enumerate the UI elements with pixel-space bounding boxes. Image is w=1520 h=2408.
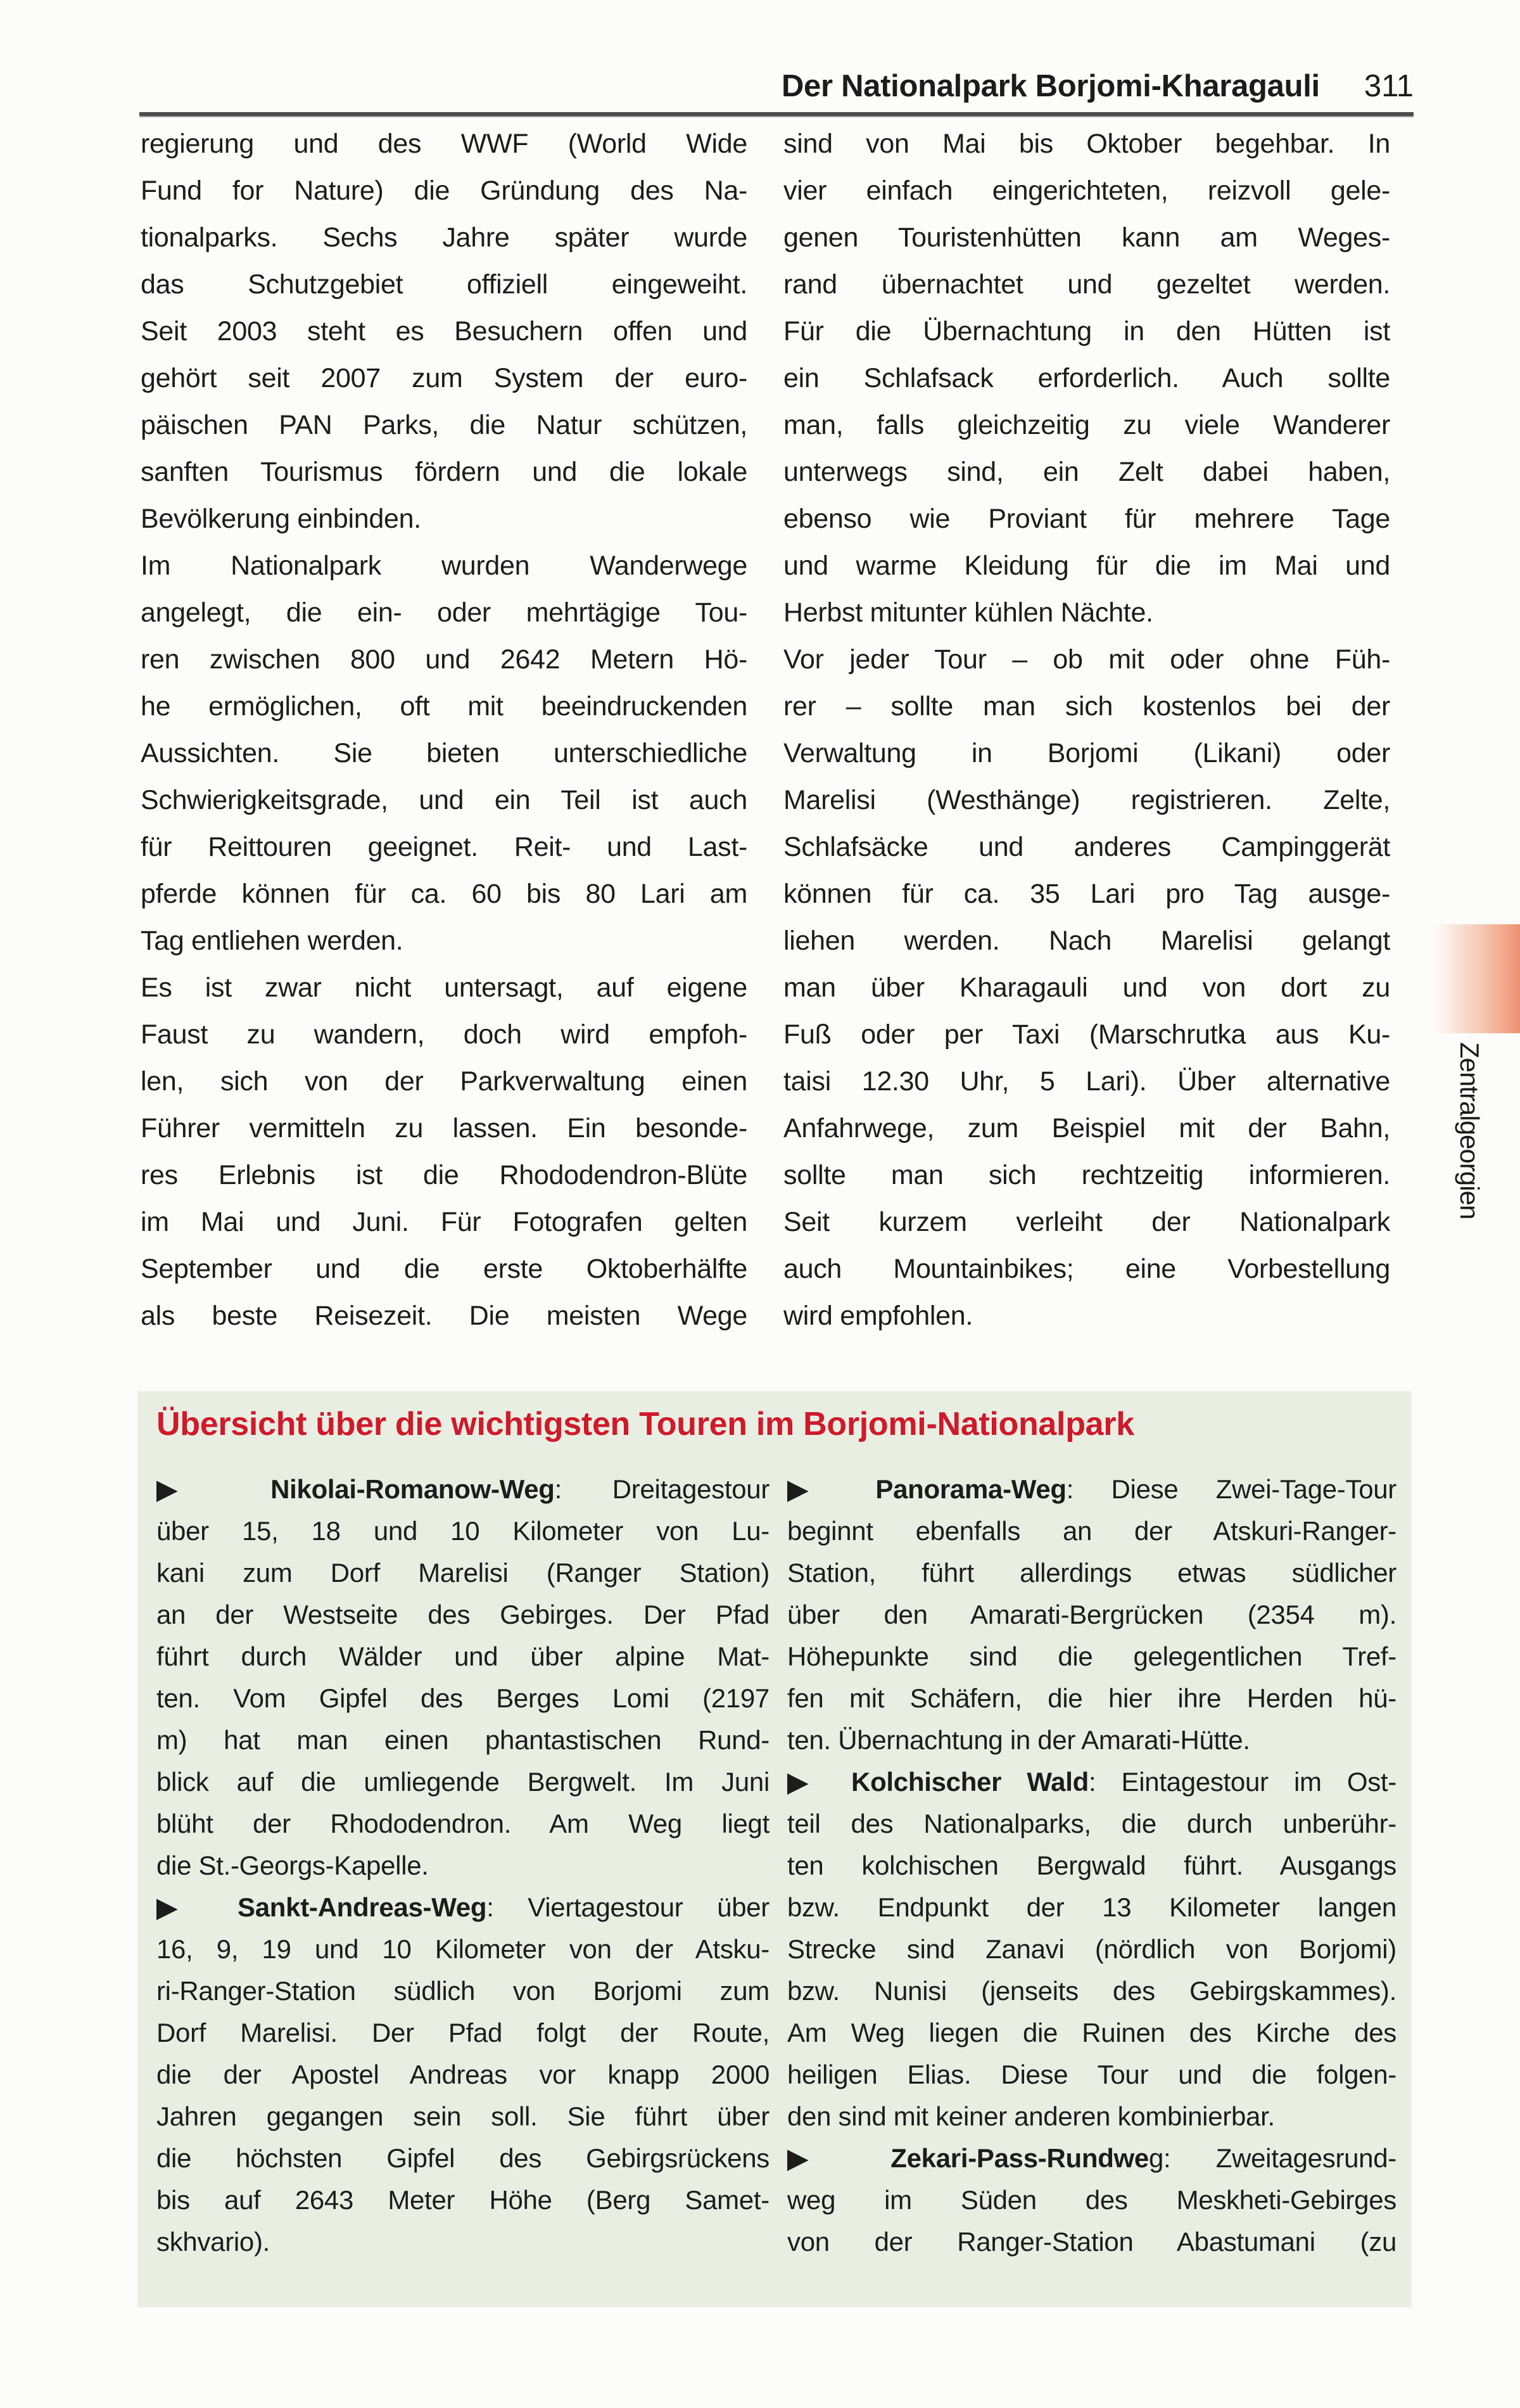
text-line: die St.-Georgs-Kapelle. — [156, 1851, 429, 1880]
body-left-column — [141, 120, 747, 1339]
text-line: regierung und des WWF (World Wide — [141, 129, 747, 159]
text-line: Schlafsäcke und anderes Campinggerät — [783, 832, 1390, 862]
page-number: 311 — [1364, 69, 1414, 103]
text-line: und warme Kleidung für die im Mai und — [783, 551, 1390, 581]
info-box-right-column — [787, 1468, 1396, 2263]
text-line: ▶ Zekari-Pass-Rundweg: Zweitagesrund- — [787, 2143, 1396, 2173]
text-line: päischen PAN Parks, die Natur schützen, — [141, 410, 747, 440]
page-header — [139, 63, 1414, 104]
text-line: ten kolchischen Bergwald führt. Ausgangs — [787, 1851, 1396, 1880]
text-line: den sind mit keiner anderen kombinierbar. — [787, 2101, 1275, 2131]
page-title: Der Nationalpark Borjomi-Kharagauli — [781, 69, 1320, 103]
text-line: sollte man sich rechtzeitig informieren. — [783, 1160, 1390, 1190]
text-line: teil des Nationalparks, die durch unberühr- — [787, 1809, 1396, 1838]
text-line: Vor jeder Tour – ob mit oder ohne Füh- — [783, 644, 1390, 675]
text-line: als beste Reisezeit. Die meisten Wege — [141, 1301, 747, 1331]
text-line: genen Touristenhütten kann am Weges- — [783, 222, 1390, 253]
text-line: von der Ranger-Station Abastumani (zu — [787, 2227, 1396, 2257]
text-line: taisi 12.30 Uhr, 5 Lari). Über alternative — [783, 1066, 1390, 1097]
body-right-column — [783, 120, 1390, 1339]
text-line: 16, 9, 19 und 10 Kilometer von der Atsku- — [156, 1934, 770, 1964]
text-line: weg im Süden des Meskheti-Gebirges — [787, 2185, 1396, 2215]
text-line: Bevölkerung einbinden. — [141, 504, 421, 534]
text-line: Herbst mitunter kühlen Nächte. — [783, 597, 1153, 628]
text-line: bzw. Nunisi (jenseits des Gebirgskammes). — [787, 1976, 1396, 2006]
text-line: ▶ Kolchischer Wald: Eintagestour im Ost- — [787, 1767, 1396, 1797]
text-line: res Erlebnis ist die Rhododendron-Blüte — [141, 1160, 747, 1190]
text-line: rer – sollte man sich kostenlos bei der — [783, 691, 1390, 722]
text-line: Strecke sind Zanavi (nördlich von Borjomi) — [787, 1934, 1396, 1964]
text-line: Im Nationalpark wurden Wanderwege — [141, 551, 747, 581]
text-line: über den Amarati-Bergrücken (2354 m). — [787, 1600, 1396, 1629]
text-line: ten. Übernachtung in der Amarati-Hütte. — [787, 1725, 1250, 1755]
text-line: ▶ Panorama-Weg: Diese Zwei-Tage-Tour — [787, 1474, 1396, 1504]
text-line: liehen werden. Nach Marelisi gelangt — [783, 926, 1390, 956]
region-tab — [1433, 924, 1520, 1033]
region-tab-label: Zentralgeorgien — [1455, 1042, 1485, 1220]
text-line: kani zum Dorf Marelisi (Ranger Station) — [156, 1558, 770, 1588]
text-line: sanften Tourismus fördern und die lokale — [141, 457, 747, 487]
text-line: angelegt, die ein- oder mehrtägige Tou- — [141, 597, 747, 628]
text-line: bis auf 2643 Meter Höhe (Berg Samet- — [156, 2185, 770, 2215]
text-line: Führer vermitteln zu lassen. Ein besonde- — [141, 1113, 747, 1143]
text-line: ▶ Nikolai-Romanow-Weg: Dreitagestour — [156, 1474, 770, 1504]
text-line: Seit 2003 steht es Besuchern offen und — [141, 316, 747, 347]
text-line: man, falls gleichzeitig zu viele Wanderer — [783, 410, 1390, 440]
text-line: Am Weg liegen die Ruinen des Kirche des — [787, 2018, 1396, 2048]
text-line: man über Kharagauli und von dort zu — [783, 972, 1390, 1003]
text-line: tionalparks. Sechs Jahre später wurde — [141, 222, 747, 253]
text-line: ebenso wie Proviant für mehrere Tage — [783, 504, 1390, 534]
text-line: blick auf die umliegende Bergwelt. Im Juni — [156, 1767, 770, 1797]
text-line: ▶ Sankt-Andreas-Weg: Viertagestour über — [156, 1892, 770, 1922]
text-line: Faust zu wandern, doch wird empfoh- — [141, 1019, 747, 1050]
text-line: ri-Ranger-Station südlich von Borjomi zum — [156, 1976, 770, 2006]
text-line: vier einfach eingerichteten, reizvoll gele- — [783, 175, 1390, 206]
text-line: Für die Übernachtung in den Hütten ist — [783, 316, 1390, 347]
text-line: fen mit Schäfern, die hier ihre Herden hü- — [787, 1683, 1396, 1713]
info-box-title: Übersicht über die wichtigsten Touren im Borjomi-Nationalpark — [156, 1406, 1134, 1443]
info-box-left-column — [156, 1468, 770, 2263]
text-line: skhvario). — [156, 2227, 270, 2257]
text-line: Es ist zwar nicht untersagt, auf eigene — [141, 972, 747, 1003]
text-line: über 15, 18 und 10 Kilometer von Lu- — [156, 1516, 770, 1546]
text-line: gehört seit 2007 zum System der euro- — [141, 363, 747, 393]
text-line: die der Apostel Andreas vor knapp 2000 — [156, 2060, 770, 2089]
text-line: pferde können für ca. 60 bis 80 Lari am — [141, 879, 747, 909]
text-line: sind von Mai bis Oktober begehbar. In — [783, 129, 1390, 159]
text-line: he ermöglichen, oft mit beeindruckenden — [141, 691, 747, 722]
text-line: Marelisi (Westhänge) registrieren. Zelte, — [783, 785, 1390, 815]
text-line: Aussichten. Sie bieten unterschiedliche — [141, 738, 747, 768]
text-line: Schwierigkeitsgrade, und ein Teil ist auch — [141, 785, 747, 815]
text-line: September und die erste Oktoberhälfte — [141, 1254, 747, 1284]
text-line: rand übernachtet und gezeltet werden. — [783, 269, 1390, 300]
text-line: Fund for Nature) die Gründung des Na- — [141, 175, 747, 206]
text-line: im Mai und Juni. Für Fotografen gelten — [141, 1207, 747, 1237]
text-line: Fuß oder per Taxi (Marschrutka aus Ku- — [783, 1019, 1390, 1050]
text-line: Tag entliehen werden. — [141, 926, 403, 956]
text-line: beginnt ebenfalls an der Atskuri-Ranger- — [787, 1516, 1396, 1546]
text-line: Verwaltung in Borjomi (Likani) oder — [783, 738, 1390, 768]
text-line: Anfahrwege, zum Beispiel mit der Bahn, — [783, 1113, 1390, 1143]
text-line: an der Westseite des Gebirges. Der Pfad — [156, 1600, 770, 1629]
text-line: Höhepunkte sind die gelegentlichen Tref- — [787, 1641, 1396, 1671]
text-line: das Schutzgebiet offiziell eingeweiht. — [141, 269, 747, 300]
text-line: ren zwischen 800 und 2642 Metern Hö- — [141, 644, 747, 675]
text-line: Dorf Marelisi. Der Pfad folgt der Route, — [156, 2018, 770, 2048]
text-line: len, sich von der Parkverwaltung einen — [141, 1066, 747, 1097]
text-line: auch Mountainbikes; eine Vorbestellung — [783, 1254, 1390, 1284]
text-line: ten. Vom Gipfel des Berges Lomi (2197 — [156, 1683, 770, 1713]
text-line: können für ca. 35 Lari pro Tag ausge- — [783, 879, 1390, 909]
text-line: blüht der Rhododendron. Am Weg liegt — [156, 1809, 770, 1838]
text-line: m) hat man einen phantastischen Rund- — [156, 1725, 770, 1755]
header-rule — [139, 112, 1414, 117]
text-line: bzw. Endpunkt der 13 Kilometer langen — [787, 1892, 1396, 1922]
text-line: heiligen Elias. Diese Tour und die folgen- — [787, 2060, 1396, 2089]
text-line: Seit kurzem verleiht der Nationalpark — [783, 1207, 1390, 1237]
text-line: unterwegs sind, ein Zelt dabei haben, — [783, 457, 1390, 487]
info-box — [137, 1391, 1412, 2307]
text-line: Jahren gegangen sein soll. Sie führt über — [156, 2101, 770, 2131]
text-line: ein Schlafsack erforderlich. Auch sollte — [783, 363, 1390, 393]
text-line: führt durch Wälder und über alpine Mat- — [156, 1641, 770, 1671]
text-line: für Reittouren geeignet. Reit- und Last- — [141, 832, 747, 862]
text-line: Station, führt allerdings etwas südlicher — [787, 1558, 1396, 1588]
text-line: die höchsten Gipfel des Gebirgsrückens — [156, 2143, 770, 2173]
text-line: wird empfohlen. — [783, 1301, 973, 1331]
